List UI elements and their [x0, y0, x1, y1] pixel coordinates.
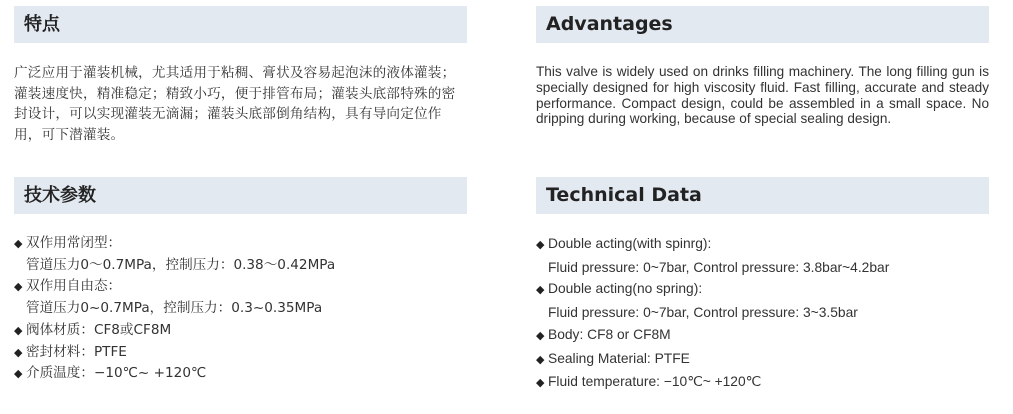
spec-text: Fluid pressure: 0~7bar, Control pressure: 3~3.5bar — [548, 305, 858, 321]
spec-text: 双作用常闭型： — [26, 235, 122, 251]
technical-data-heading: Technical Data — [536, 177, 989, 214]
spec-text: 管道压力0~0.7MPa，控制压力：0.3~0.35MPa — [26, 300, 323, 317]
diamond-bullet-icon: ◆ — [14, 237, 23, 250]
specs-list-en — [536, 233, 989, 395]
spec-text: 阀体材质：CF8或CF8M — [26, 321, 172, 338]
spec-text: 密封材料：PTFE — [26, 343, 127, 360]
diamond-bullet-icon: ◆ — [14, 280, 23, 294]
spec-text: Sealing Material: PTFE — [548, 350, 690, 366]
features-description: 广泛应用于灌装机械，尤其适用于粘稠、膏状及容易起泡沫的液体灌装；灌装速度快，精准稳定；精致小巧，便于排管布局；灌装头底部特殊的密封设计，可以实现灌装无滴漏；灌装头底部倒角结构，具有导向定位作用，可下潜灌装。 — [14, 65, 456, 143]
advantages-description: This valve is widely used on drinks filling machinery. The long filling gun is specially designed for high viscosity fluid. Fast filling, accurate and steady performance. Compact design, could be assembled in a small space. No dripping during working, because of special sealing design. — [536, 64, 989, 127]
diamond-bullet-icon: ◆ — [536, 353, 545, 366]
diamond-bullet-icon: ◆ — [14, 367, 23, 381]
spec-item — [536, 233, 989, 257]
diamond-bullet-icon: ◆ — [536, 239, 545, 251]
specs-heading-cn: 技术参数 — [14, 177, 467, 214]
spec-item — [14, 342, 467, 364]
spec-item — [536, 278, 989, 302]
spec-item — [14, 363, 467, 385]
diamond-bullet-icon: ◆ — [536, 284, 545, 297]
diamond-bullet-icon: ◆ — [536, 377, 545, 390]
spec-item — [14, 233, 467, 255]
spec-text: Double acting(no spring): — [548, 281, 703, 297]
spec-text: Double acting(with spinrg): — [548, 236, 712, 251]
features-heading: 特点 — [14, 6, 467, 43]
diamond-bullet-icon: ◆ — [14, 323, 23, 337]
diamond-bullet-icon: ◆ — [536, 329, 545, 342]
spec-text: 介质温度：−10℃~ +120℃ — [26, 365, 207, 382]
spec-detail — [14, 255, 467, 277]
spec-item — [536, 348, 989, 372]
spec-item — [536, 324, 989, 348]
spec-text: 管道压力0～0.7MPa，控制压力：0.38～0.42MPa — [26, 256, 336, 273]
spec-text: Body: CF8 or CF8M — [548, 326, 671, 342]
spec-detail — [536, 302, 989, 324]
spec-detail — [14, 298, 467, 320]
spec-item — [14, 276, 467, 298]
spec-item — [14, 320, 467, 342]
diamond-bullet-icon: ◆ — [14, 345, 23, 359]
spec-text: Fluid pressure: 0~7bar, Control pressure: 3.8bar~4.2bar — [548, 259, 890, 275]
specs-list-cn — [14, 233, 467, 385]
spec-text: Fluid temperature: −10℃~ +120℃ — [548, 374, 762, 390]
advantages-heading: Advantages — [536, 6, 989, 43]
spec-detail — [536, 257, 989, 279]
spec-item — [536, 371, 989, 395]
spec-text: 双作用自由态： — [26, 278, 122, 295]
